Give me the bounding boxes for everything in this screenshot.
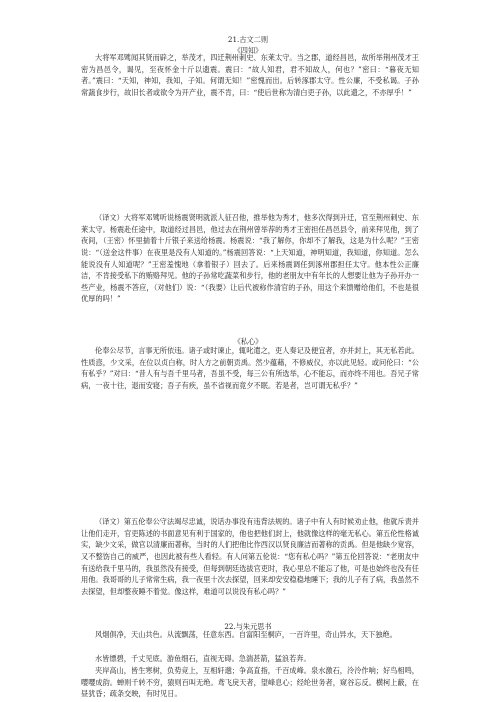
sizhi-translation-text: （译文）大将军邓骘听说杨震贤明就派人征召他，推举他为秀才，他多次得到升迁，官至荆州刺史、东莱太守。杨震赴任途中，取道经过昌邑，他过去在荆州曾举荐的秀才王密担任昌邑县令，前来拜见他，到了夜间，（王密）怀里揣着十斤银子来送给杨震。杨震说：“我了解你，你却不了解我，这是为什么呢？”王密说：“（送金这件事）在夜里是没有人知道的。”杨震回答说：“上天知道，神明知道，我知道，你知道。怎么能说没有人知道呢？”王密羞愧地（拿着银子）回去了。后来杨震调任到涿州郡担任太守。他本性公正廉洁，不肯接受私下的贿赂拜见。他的子孙常吃蔬菜和步行，他的老朋友中有年长的人想要让他为子孙开办一些产业，杨震不答应，（对他们）说：“（我要）让后代被称作清官的子孙，用这个来馈赠给他们，不也是很优厚的吗！” (81, 213, 419, 304)
section-title-sixin: 《私心》 (233, 337, 263, 346)
section-title-sizhi: 《四知》 (233, 46, 263, 55)
sixin-translation-text: （译文）第五伦奉公守法竭尽忠诚，说话办事没有违背法规的。诸子中有人有时候劝止他，他就斥责并让他们走开，官吏陈述的书面意见有利于国家的，他也把他们封上，他就像这样的毫无私心。第五伦性格诚实，缺少文采，做官以清廉而著称，当时的人们把他比作西汉以贤良廉洁而著称的贡禹。但是他缺少宽容，又不整饬自己的威严，也因此被有些人看轻。有人问第五伦说：“您有私心吗？”第五伦回答说：“老朋友中有送给我千里马的，我虽然没有接受，但每到朝廷选拔官吏时，我心里总不能忘了他，可是也始终也没有任用他。我哥哥的儿子常常生病，我一夜里十次去探望，回来却安安稳稳地睡下；我的儿子有了病，我虽然不去探望，但却整夜睡不着觉。像这样，难道可以说没有私心吗？” (81, 517, 419, 596)
sixin-original-text: 伦奉公尽节，言事无所依违。诸子或时谏止，辄叱遣之，吏人奏记及便宜者，亦并封上，其无私若此。性质悫，少文采，在位以贞白称，时人方之前朝贡禹。然少蕴藉，不修威仪，亦以此见轻。或问伦曰：“公有私乎？”对曰：“昔人有与吾千里马者，吾虽不受，每三公有所选举，心不能忘，而亦终不用也。吾兄子常病，一夜十往，退而安寝；吾子有疾，虽不省视而竟夕不眠。若是者，岂可谓无私乎？” (81, 346, 419, 390)
section-title-yu-zhu-yuansi-shu: 22.与朱元思书 (224, 622, 272, 631)
essay-paragraph-3: 夹岸高山，皆生寒树，负势竞上，互相轩邈；争高直指，千百成峰。泉水激石，泠泠作响；好鸟相鸣，嘤嘤成韵。蝉则千转不穷，猿则百叫无绝。鸢飞戾天者，望峰息心；经纶世务者，窥谷忘反。横柯上蔽，在昼犹昏；疏条交映，有时见日。 (81, 666, 419, 699)
essay-paragraph-2: 水皆缥碧，千丈见底。游鱼细石，直视无碍。急湍甚箭，猛浪若奔。 (95, 654, 311, 664)
document-heading: 21.古文二则 (227, 35, 269, 44)
essay-paragraph-1: 风烟俱净，天山共色。从流飘荡，任意东西。自富阳至桐庐，一百许里，奇山异水，天下独绝。 (95, 630, 397, 640)
sizhi-original-text: 大将军邓骘闻其贤而辟之，举茂才，四迁荆州刺史、东莱太守。当之郡，道经昌邑，故所举荆州茂才王密为昌邑令，谒见，至夜怀金十斤以遗震。震曰：“故人知君，君不知故人，何也？”密曰：“暮夜无知者。”震曰：“天知，神知，我知，子知。何谓无知！”密愧而出。后转涿郡太守。性公廉，不受私谒。子孙常蔬食步行，故旧长者或欲令为开产业，震不肯，曰：“使后世称为清白吏子孙，以此遗之，不亦厚乎！” (81, 53, 419, 97)
